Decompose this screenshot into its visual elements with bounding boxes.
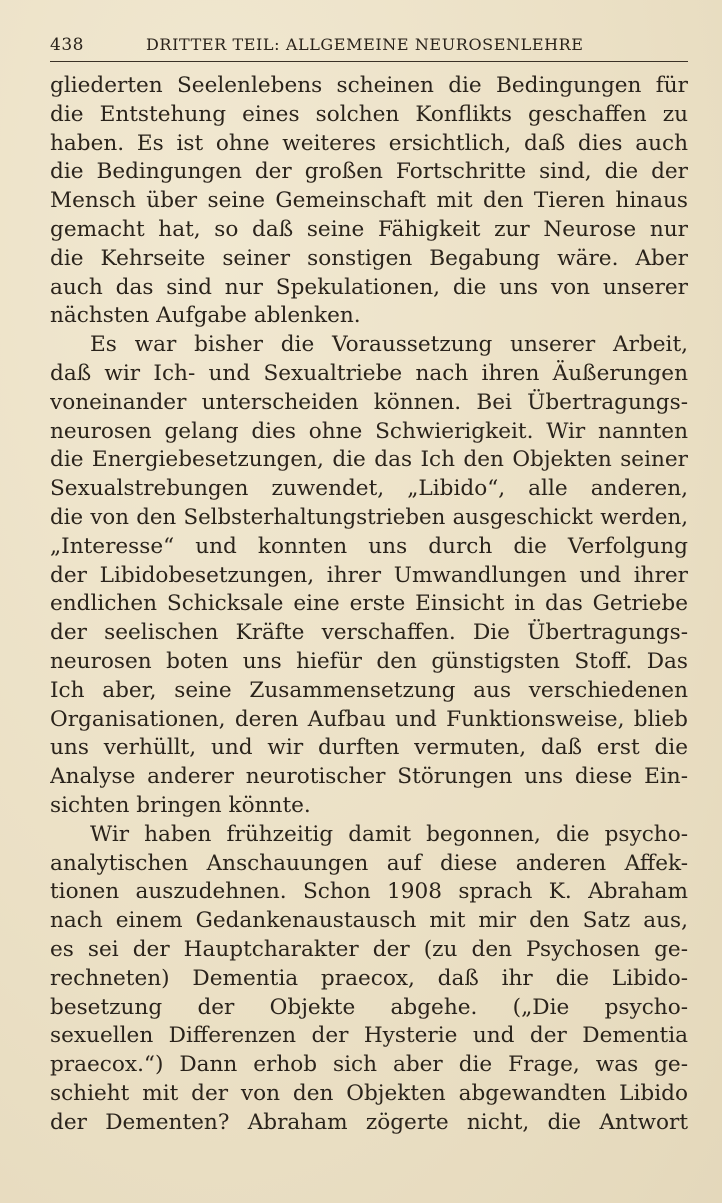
text-line: die Kehrseite seiner sonstigen Begabung wäre. Aber xyxy=(50,245,688,271)
text-line: analytischen Anschauungen auf diese anderen Affek- xyxy=(50,850,688,876)
text-line: haben. Es ist ohne weiteres ersichtlich, daß dies auch xyxy=(50,130,688,156)
text-line: gemacht hat, so daß seine Fähigkeit zur Neurose nur xyxy=(50,216,688,242)
text-line: der seelischen Kräfte verschaffen. Die Übertragungs- xyxy=(50,620,688,646)
text-line: die Bedingungen der großen Fortschritte sind, die der xyxy=(50,159,688,185)
text-line: „Interesse“ und konnten uns durch die Verfolgung xyxy=(50,533,688,559)
paragraph-start-line: Wir haben frühzeitig damit begonnen, die psycho- xyxy=(90,821,688,847)
text-line: endlichen Schicksale eine erste Einsicht in das Getriebe xyxy=(50,591,688,617)
text-line: rechneten) Dementia praecox, daß ihr die Libido- xyxy=(50,965,688,991)
paragraph-start-line: Es war bisher die Voraussetzung unserer Arbeit, xyxy=(90,332,688,358)
text-line: praecox.“) Dann erhob sich aber die Frage, was ge- xyxy=(50,1052,688,1078)
text-line: es sei der Hauptcharakter der (zu den Psychosen ge- xyxy=(50,936,688,962)
text-line: schieht mit der von den Objekten abgewandten Libido xyxy=(50,1080,688,1106)
text-line: daß wir Ich- und Sexualtriebe nach ihren Äußerungen xyxy=(50,360,688,386)
text-line: tionen auszudehnen. Schon 1908 sprach K. Abraham xyxy=(50,879,688,905)
text-line: gliederten Seelenlebens scheinen die Bedingungen für xyxy=(50,73,688,98)
body-text xyxy=(50,72,688,1137)
text-line: Organisationen, deren Aufbau und Funktionsweise, blieb xyxy=(50,706,688,732)
text-line: nächsten Aufgabe ablenken. xyxy=(50,303,361,329)
text-line: voneinander unterscheiden können. Bei Übertragungs- xyxy=(50,389,688,415)
text-line: Analyse anderer neurotischer Störungen uns diese Ein- xyxy=(50,764,688,790)
running-title: DRITTER TEIL: ALLGEMEINE NEUROSENLEHRE xyxy=(146,35,584,54)
text-line: Ich aber, seine Zusammensetzung aus verschiedenen xyxy=(50,677,688,703)
text-line: die Energiebesetzungen, die das Ich den Objekten seiner xyxy=(50,447,688,473)
text-line: sichten bringen könnte. xyxy=(50,792,311,818)
text-line: sexuellen Differenzen der Hysterie und der Dementia xyxy=(50,1023,688,1049)
running-header xyxy=(50,33,688,62)
text-line: auch das sind nur Spekulationen, die uns von unserer xyxy=(50,274,688,300)
text-line: der Libidobesetzungen, ihrer Umwandlungen und ihrer xyxy=(50,562,688,588)
text-line: der Dementen? Abraham zögerte nicht, die Antwort xyxy=(50,1109,688,1135)
text-line: die von den Selbsterhaltungstrieben ausgeschickt werden, xyxy=(50,504,688,530)
text-line: Sexualstrebungen zuwendet, „Libido“, alle anderen, xyxy=(50,476,688,502)
text-line: nach einem Gedankenaustausch mit mir den Satz aus, xyxy=(50,908,688,934)
text-line: besetzung der Objekte abgehe. („Die psycho- xyxy=(50,994,688,1020)
text-line: uns verhüllt, und wir durften vermuten, daß erst die xyxy=(50,735,688,761)
text-line: neurosen gelang dies ohne Schwierigkeit. Wir nannten xyxy=(50,418,688,444)
text-line: Mensch über seine Gemeinschaft mit den Tieren hinaus xyxy=(50,188,688,214)
text-line: die Entstehung eines solchen Konflikts geschaffen zu xyxy=(50,101,688,127)
page-number: 438 xyxy=(50,35,84,55)
text-line: neurosen boten uns hiefür den günstigsten Stoff. Das xyxy=(50,648,688,674)
